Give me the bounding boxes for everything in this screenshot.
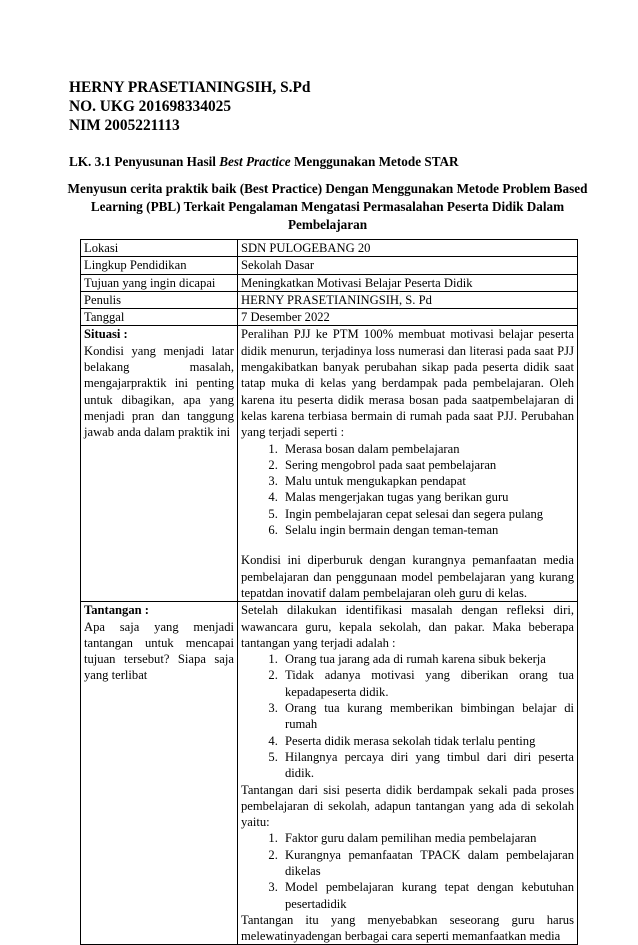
author-name: HERNY PRASETIANINGSIH, S.Pd	[69, 79, 311, 96]
tantangan-mid: Tantangan dari sisi peserta didik berdampak sekali pada proses pembelajaran di sekolah, adapun tantangan yang ada di sekolah yaitu:	[241, 782, 574, 830]
list-item: 3. Orang tua kurang memberikan bimbingan belajar di rumah	[281, 700, 574, 733]
info-row	[81, 274, 578, 291]
tantangan-row	[81, 602, 578, 945]
list-item: 4. Peserta didik merasa sekolah tidak terlalu penting	[281, 733, 574, 749]
ukg-number: NO. UKG 201698334025	[69, 98, 232, 115]
list-item: 2. Tidak adanya motivasi yang diberikan orang tua kepadapeserta didik.	[281, 667, 574, 700]
nim-number: NIM 2005221113	[69, 117, 180, 134]
info-label: Tujuan yang ingin dicapai	[81, 274, 238, 291]
info-row	[81, 240, 578, 257]
list-item: 1. Merasa bosan dalam pembelajaran	[281, 441, 574, 457]
info-rows	[81, 240, 578, 326]
situasi-list	[241, 441, 574, 539]
tantangan-school-list	[241, 830, 574, 911]
list-item: 5. Hilangnya percaya diri yang timbul dari diri peserta didik.	[281, 749, 574, 782]
document-subtitle: Menyusun cerita praktik baik (Best Practice) Dengan Menggunakan Metode Problem Based Learning (PBL) Terkait Pengalaman Mengatasi Permasalahan Peserta Didik Dalam Pembelajaran	[67, 181, 588, 232]
worksheet-title	[69, 154, 459, 170]
info-label: Lokasi	[81, 240, 238, 257]
info-row	[81, 291, 578, 308]
list-item: 1. Faktor guru dalam pemilihan media pembelajaran	[281, 830, 574, 846]
worksheet-title-suffix: Menggunakan Metode STAR	[290, 154, 459, 169]
tantangan-list	[241, 651, 574, 781]
info-value: SDN PULOGEBANG 20	[238, 240, 578, 257]
situasi-intro: Peralihan PJJ ke PTM 100% membuat motivasi belajar peserta didik menurun, terjadinya loss numerasi dan literasi pada saat PJJ mengakibatkan banyak perubahan sikap pada peserta didik saat tatap muka di kelas yang berdampak pada pembelajaran. Oleh karena itu peserta didik merasa bosan pada saatpembelajaran di kelas karena terbiasa bermain di rumah pada saat PJJ. Perubahan yang terjadi seperti :	[241, 327, 574, 440]
info-value: Sekolah Dasar	[238, 257, 578, 274]
tantangan-intro: Setelah dilakukan identifikasi masalah dengan refleksi diri, wawancara guru, kepala sekolah, dan pakar. Maka beberapa tantangan yang terjadi adalah :	[241, 603, 574, 650]
info-label: Tanggal	[81, 309, 238, 326]
situasi-closing: Kondisi ini diperburuk dengan kurangnya pemanfaatan media pembelajaran dan penggunaan model pembelajaran yang kurang tepatdan inovatif dalam pembelajaran oleh guru di kelas.	[241, 553, 574, 600]
worksheet-title-italic: Best Practice	[219, 154, 291, 169]
tantangan-question-cell	[81, 602, 238, 945]
tantangan-question: Apa saja yang menjadi tantangan untuk mencapai tujuan tersebut? Siapa saja yang terlibat	[84, 619, 234, 683]
spacer	[241, 538, 574, 552]
worksheet-title-prefix: LK. 3.1 Penyusunan Hasil	[69, 154, 220, 169]
list-item: 5. Ingin pembelajaran cepat selesai dan segera pulang	[281, 506, 574, 522]
info-row	[81, 257, 578, 274]
list-item: 3. Model pembelajaran kurang tepat dengan kebutuhan pesertadidik	[281, 879, 574, 912]
list-item: 2. Kurangnya pemanfaatan TPACK dalam pembelajaran dikelas	[281, 847, 574, 880]
list-item: 1. Orang tua jarang ada di rumah karena sibuk bekerja	[281, 651, 574, 667]
info-value: HERNY PRASETIANINGSIH, S. Pd	[238, 291, 578, 308]
info-label: Lingkup Pendidikan	[81, 257, 238, 274]
situasi-question: Kondisi yang menjadi latar belakang masalah, mengajarpraktik ini penting untuk dibagikan, apa yang menjadi pran dan tanggung jawab anda dalam praktik ini	[84, 343, 234, 440]
info-label: Penulis	[81, 291, 238, 308]
tantangan-heading: Tantangan :	[84, 603, 149, 618]
star-table	[80, 239, 578, 945]
list-item: 2. Sering mengobrol pada saat pembelajaran	[281, 457, 574, 473]
situasi-answer-cell	[238, 326, 578, 602]
list-item: 3. Malu untuk mengukapkan pendapat	[281, 473, 574, 489]
tantangan-closing: Tantangan itu yang menyebabkan seseorang guru harus melewatinyadengan berbagai cara seperti memanfaatkan media	[241, 912, 574, 944]
situasi-row	[81, 326, 578, 602]
situasi-heading: Situasi :	[84, 327, 128, 342]
info-value: Meningkatkan Motivasi Belajar Peserta Didik	[238, 274, 578, 291]
list-item: 4. Malas mengerjakan tugas yang berikan guru	[281, 489, 574, 505]
list-item: 6. Selalu ingin bermain dengan teman-teman	[281, 522, 574, 538]
info-value: 7 Desember 2022	[238, 309, 578, 326]
situasi-question-cell	[81, 326, 238, 602]
info-row	[81, 309, 578, 326]
tantangan-answer-cell	[238, 602, 578, 945]
